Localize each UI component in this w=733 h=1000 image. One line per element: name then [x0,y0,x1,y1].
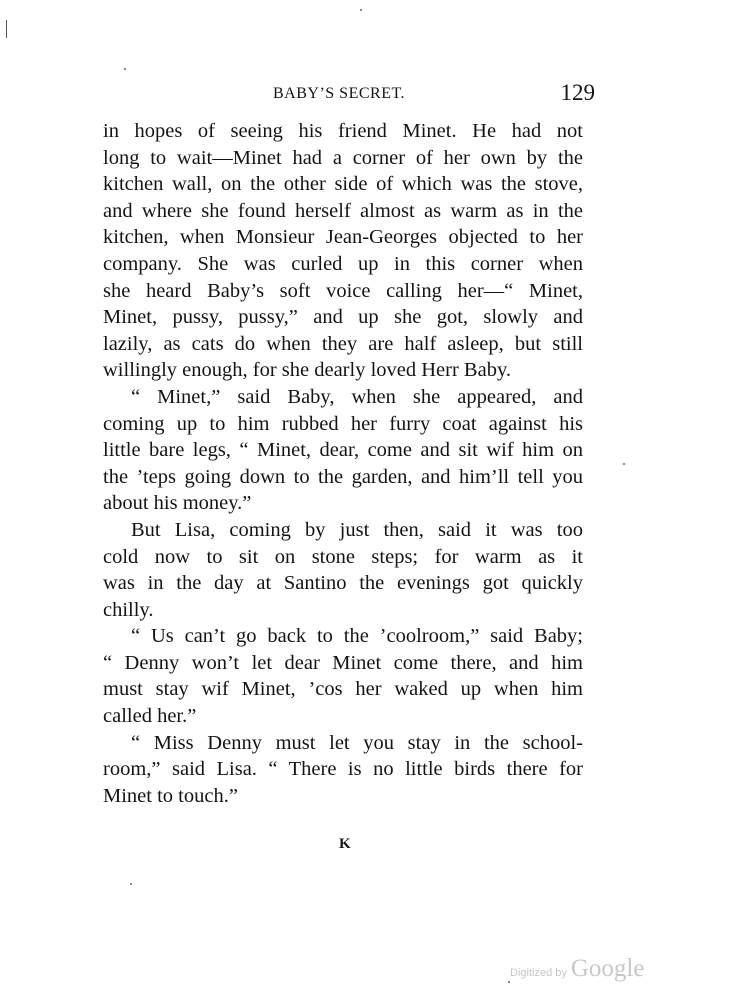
digitized-watermark [510,955,644,983]
scan-speck [360,9,362,11]
text-line: “ Miss Denny must let you stay in the school- [131,731,583,754]
text-line: coming up to him rubbed her furry coat against his [103,412,583,435]
text-line: chilly. [103,598,154,621]
text-line: and where she found herself almost as warm as in the [103,199,583,222]
text-line: the ’teps going down to the garden, and him’ll tell you [103,465,583,488]
text-line: “ Us can’t go back to the ’coolroom,” said Baby; [131,625,583,648]
scan-speck [130,883,132,885]
text-line: willingly enough, for she dearly loved Herr Baby. [103,359,511,382]
scan-speck [623,463,625,465]
text-line: about his money.” [103,492,252,515]
watermark-brand: Google [570,955,645,982]
page-number: 129 [560,80,595,105]
text-line: was in the day at Santino the evenings got quickly [103,572,583,595]
signature-mark: K [339,836,351,852]
text-line: “ Minet,” said Baby, when she appeared, and [131,385,583,408]
scan-speck [508,981,510,983]
text-line: Minet, pussy, pussy,” and up she got, slowly and [103,306,583,329]
text-line: But Lisa, coming by just then, said it was too [131,518,583,541]
text-line: Minet to touch.” [103,784,238,807]
running-title: BABY’S SECRET. [273,85,406,102]
text-line: room,” said Lisa. “ There is no little birds there for [103,758,583,781]
text-line: kitchen wall, on the other side of which was the stove, [103,173,583,196]
text-line: in hopes of seeing his friend Minet. He had not [103,120,583,142]
watermark-prefix: Digitized by [510,967,567,979]
page-header [103,81,595,109]
text-line: lazily, as cats do when they are half asleep, but still [103,332,583,355]
text-line: must stay wif Minet, ’cos her waked up when him [103,678,583,701]
scan-edge-mark [6,20,7,38]
text-line: company. She was curled up in this corner when [103,252,583,275]
text-line: kitchen, when Monsieur Jean-Georges objected to her [103,226,583,249]
text-line: long to wait—Minet had a corner of her own by the [103,146,583,169]
text-line: little bare legs, “ Minet, dear, come and sit wif him on [103,439,583,462]
text-line: cold now to sit on stone steps; for warm as it [103,545,583,568]
text-line: “ Denny won’t let dear Minet come there, and him [103,651,583,674]
scan-speck [124,68,126,70]
text-line: called her.” [103,705,197,728]
body-text [103,118,583,809]
text-line: she heard Baby’s soft voice calling her—“ Minet, [103,279,583,302]
